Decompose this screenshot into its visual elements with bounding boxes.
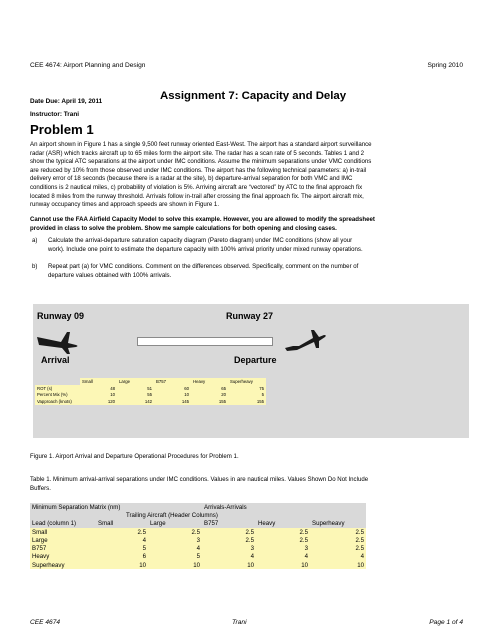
- row-label: ROT (s): [35, 385, 80, 392]
- column-header: Heavy: [256, 520, 310, 528]
- table-cell: 6: [96, 553, 148, 561]
- aircraft-parameters-table: [35, 378, 266, 405]
- list-label: b): [32, 263, 38, 270]
- table-cell: 51: [117, 385, 154, 392]
- table-cell: 4: [148, 544, 202, 552]
- table-cell: 10: [148, 561, 202, 569]
- table-cell: 155: [191, 398, 228, 405]
- list-line: Calculate the arrival-departure saturation capacity diagram (Pareto diagram) under IMC conditions (show all your: [48, 237, 353, 244]
- footer-author: Trani: [232, 619, 247, 626]
- table-header-row: [35, 378, 266, 385]
- list-item-a: [30, 237, 468, 254]
- arrival-airplane-icon: [35, 327, 79, 355]
- runway-09-label: Runway 09: [37, 311, 85, 321]
- lead-cell: B757: [30, 544, 96, 552]
- table-header-cell: B757: [154, 378, 191, 385]
- term-header: Spring 2010: [427, 62, 463, 69]
- table-cell: 75: [228, 385, 266, 392]
- caption-line: Buffers.: [30, 484, 51, 492]
- table-cell: 120: [80, 398, 117, 405]
- table-cell: 2.5: [310, 544, 366, 552]
- paragraph-line: An airport shown in Figure 1 has a single 9,500 feet runway oriented East-West. The airport has a standard airport surveillance: [30, 141, 372, 148]
- table-title-row: [30, 503, 366, 511]
- table-cell: 10: [154, 392, 191, 399]
- table-cell: 65: [191, 385, 228, 392]
- table-cell: 20: [191, 392, 228, 399]
- table-row: [30, 553, 366, 561]
- separation-matrix-table: [30, 503, 366, 569]
- problem-heading: Problem 1: [30, 122, 94, 137]
- table-cell: 155: [228, 398, 266, 405]
- runway-27-label: Runway 27: [226, 311, 274, 321]
- paragraph-line: are reduced by 10% from those observed under IMC conditions. The airport has the following technical parameters: a) in-trail: [30, 166, 367, 174]
- paragraph-line: located 8 miles from the runway threshold. Arrivals follow in-trail after crossing the final approach fix. The airport aircraft mix,: [30, 192, 364, 200]
- row-label: Percent Mix (%): [35, 392, 80, 399]
- table-cell: 2.5: [96, 528, 148, 536]
- column-header: Superheavy: [310, 520, 366, 528]
- departure-airplane-icon: [283, 326, 327, 354]
- list-line: work). Include one point to estimate the departure capacity with 100% arrival priority under mixed runway operations.: [48, 245, 363, 253]
- table-cell: 55: [117, 392, 154, 399]
- table-cell: 5: [228, 392, 266, 399]
- paragraph-line: show the typical ATC separations at the airport under IMC conditions. Assume the minimum separations under VMC conditions: [30, 158, 372, 166]
- table-cell: 10: [256, 561, 310, 569]
- table-cell: 142: [117, 398, 154, 405]
- table-cell: 3: [256, 544, 310, 552]
- table-cell: 145: [154, 398, 191, 405]
- table-cell: 10: [202, 561, 256, 569]
- caption-line: Table 1. Minimum arrival-arrival separations under IMC conditions. Values in are nautical miles. Values Shown Do Not Include: [30, 476, 369, 483]
- table-cell: 5: [148, 553, 202, 561]
- table-cell: 60: [154, 385, 191, 392]
- footer-page-number: Page 1 of 4: [429, 619, 463, 626]
- table-row: [35, 392, 266, 399]
- table-row: [30, 544, 366, 552]
- column-header: Large: [148, 520, 202, 528]
- arrival-label: Arrival: [41, 355, 70, 365]
- paragraph-line: runway occupancy times and approach speeds are shown in Figure 1.: [30, 201, 220, 209]
- table-header-cell: Superheavy: [228, 378, 266, 385]
- paragraph-line: radar (ASR) which tracks aircraft up to 65 miles form the airport site. The radar has a scan rate of 5 seconds. Tables 1 and 2: [30, 149, 365, 157]
- table-row: [35, 398, 266, 405]
- lead-cell: Heavy: [30, 553, 96, 561]
- table-header-cell: Heavy: [191, 378, 228, 385]
- table-cell: 2.5: [310, 536, 366, 544]
- table-cell: 2.5: [202, 528, 256, 536]
- figure-caption: Figure 1. Airport Arrival and Departure Operational Procedures for Problem 1.: [30, 453, 239, 460]
- table-row: [30, 528, 366, 536]
- matrix-subtitle: Trailing Aircraft (Header Columns): [96, 511, 366, 519]
- problem-paragraph: [30, 141, 468, 210]
- runway: [137, 337, 273, 346]
- table-cell: 10: [310, 561, 366, 569]
- paragraph-line: Cannot use the FAA Airfield Capacity Model to solve this example. However, you are allowed to modify the spreadsheet: [30, 216, 375, 223]
- assignment-title: Assignment 7: Capacity and Delay: [160, 90, 347, 102]
- table-cell: 2.5: [202, 536, 256, 544]
- instructions-paragraph: [30, 216, 468, 233]
- table-cell: 2.5: [310, 528, 366, 536]
- table-cell: 3: [148, 536, 202, 544]
- table-subtitle-row: [30, 511, 366, 519]
- table-cell: 5: [96, 544, 148, 552]
- lead-cell: Large: [30, 536, 96, 544]
- table-cell: 10: [96, 561, 148, 569]
- table-header-row: [30, 520, 366, 528]
- table-header-cell: Small: [80, 378, 117, 385]
- table-cell: 4: [202, 553, 256, 561]
- table-cell: 4: [256, 553, 310, 561]
- matrix-type: Arrivals-Arrivals: [202, 503, 366, 511]
- table-cell: 2.5: [256, 528, 310, 536]
- table-cell: 3: [202, 544, 256, 552]
- list-line: Repeat part (a) for VMC conditions. Comment on the differences observed. Specifically, comment on the number of: [48, 263, 359, 270]
- figure-1: [33, 304, 469, 438]
- departure-label: Departure: [234, 355, 277, 365]
- column-header: B757: [202, 520, 256, 528]
- table-cell: 2.5: [256, 536, 310, 544]
- table-header-cell: Large: [117, 378, 154, 385]
- column-header: Small: [96, 520, 148, 528]
- row-label: Vapproach (knots): [35, 398, 80, 405]
- table-cell: 2.5: [148, 528, 202, 536]
- lead-cell: Small: [30, 528, 96, 536]
- instructor: Instructor: Trani: [30, 111, 79, 118]
- table-row: [30, 561, 366, 569]
- list-item-b: [30, 263, 468, 280]
- table-cell: 48: [80, 385, 117, 392]
- list-label: a): [32, 237, 38, 244]
- lead-header: Lead (column 1): [30, 520, 96, 528]
- table-row: [35, 385, 266, 392]
- list-line: departure values obtained with 100% arrivals.: [48, 271, 172, 279]
- date-due: Date Due: April 19, 2011: [30, 98, 103, 105]
- paragraph-line: conditions is 2 nautical miles, c) probability of violation is 5%. Arriving aircraft are “vectored” by ATC to the final approach fix: [30, 183, 363, 191]
- table-row: [30, 536, 366, 544]
- table-cell: 4: [96, 536, 148, 544]
- paragraph-line: provided in class to solve the problem. Show me sample calculations for both opening and closing cases.: [30, 224, 337, 232]
- table-cell: 4: [310, 553, 366, 561]
- table-1-caption: [30, 476, 470, 493]
- matrix-title: Minimum Separation Matrix (nm): [30, 503, 202, 511]
- course-header: CEE 4674: Airport Planning and Design: [30, 62, 146, 69]
- table-header-cell: [35, 378, 80, 385]
- paragraph-line: delivery error of 18 seconds (because there is a radar at the site), b) departure-arrival separation for both VMC and IMC: [30, 175, 353, 183]
- lead-cell: Superheavy: [30, 561, 96, 569]
- table-cell: 10: [80, 392, 117, 399]
- footer-course: CEE 4674: [30, 619, 61, 626]
